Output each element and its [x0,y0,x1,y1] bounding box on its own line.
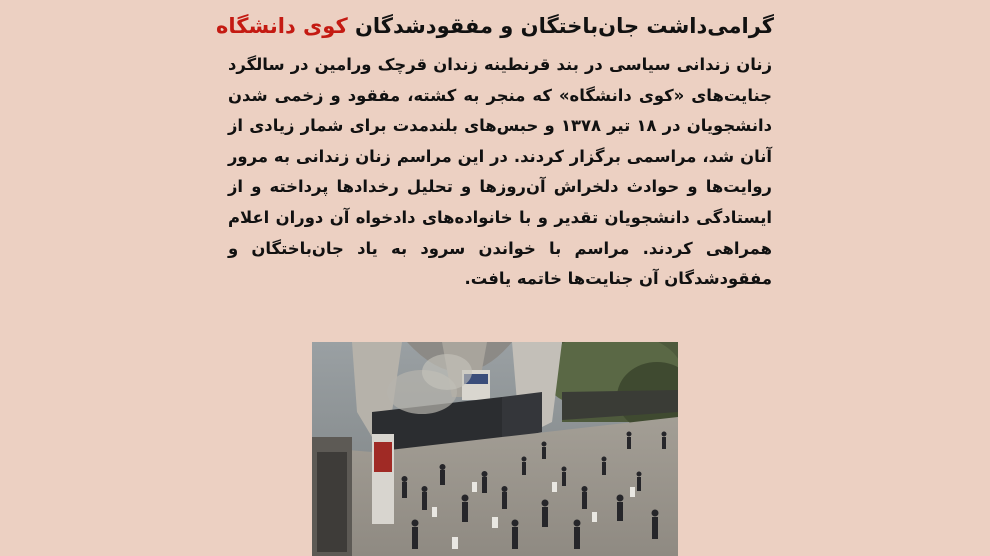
article-body: زنان زندانی سیاسی در بند قرنطینه زندان قرچک ورامین در سالگرد جنایت‌های «کوی دانشگاه» که منجر به کشته، مفقود و زخمی شدن دانشجویان در ۱۸ تیر ۱۳۷۸ و حبس‌های بلندمدت برای شمار زیادی از آنان شد، مراسمی برگزار کردند. در این مراسم زنان زندانی به مرور روایت‌ها و حوادث دلخراش آن‌روزها و تحلیل رخدادها پرداخته و از ایستادگی دانشجویان تقدیر و با خانواده‌های دادخواه آن دوران اعلام همراهی کردند. مراسم با خواندن سرود به یاد جان‌باختگان و مفقودشدگان آن جنایت‌ها خاتمه یافت. [228,55,772,289]
title-highlight: کوی دانشگاه [216,14,348,38]
title-prefix: گرامی‌داشت جان‌باختگان و مفقودشدگان [347,14,774,38]
news-photo [312,342,678,556]
page-title [190,10,800,42]
